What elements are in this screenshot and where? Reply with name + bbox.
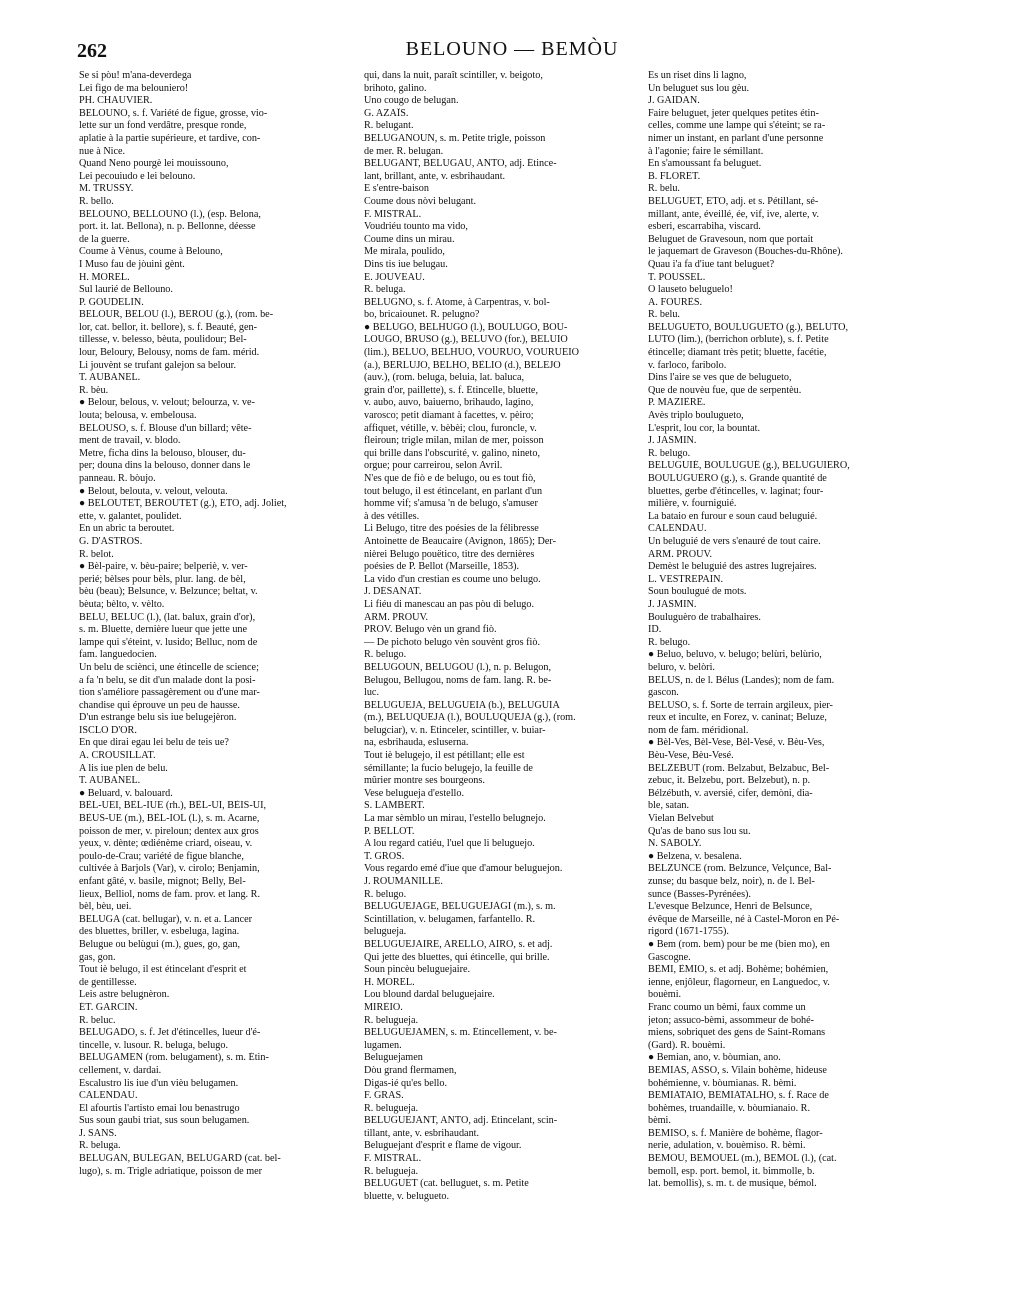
text-line: Coume à Vènus, coume à Belouno, (79, 246, 223, 258)
text-line: Bèu-Vese, Bèu-Vesé. (648, 750, 734, 762)
text-line: tillesse, v. belesso, bèuta, poulidour; Bel- (79, 334, 247, 346)
text-line: T. AUBANEL. (79, 372, 141, 384)
text-line: de gentillesse. (79, 976, 137, 988)
column-left (79, 70, 349, 1178)
text-line: BELUGAN, BULEGAN, BELUGARD (cat. bel- (79, 1153, 281, 1165)
text-line: T. AUBANEL. (79, 775, 141, 787)
text-line: ARM. PROUV. (648, 548, 713, 560)
text-line: tout belugo, il est étincelant, en parlant d'un (364, 485, 543, 497)
text-line: A lis iue plen de belu. (79, 762, 168, 774)
text-line: R. belugo. (364, 888, 407, 900)
text-line: N'es que de fiò e de belugo, ou es tout fiò, (364, 473, 536, 484)
text-line: H. MOREL. (364, 976, 415, 988)
text-line: chandise qui éprouve un peu de hausse. (79, 699, 240, 711)
text-line: Dins l'aire se ves que de belugueto, (648, 372, 792, 384)
text-line: CALENDAU. (79, 1090, 138, 1102)
text-line: tillant, ante, v. esbrihaudant. (364, 1127, 480, 1139)
text-line: ● Bemian, ano, v. bòumian, ano. (648, 1052, 781, 1064)
text-line: BELOUSO, s. f. Blouse d'un billard; vête- (79, 422, 252, 434)
text-line: Coume dins un mirau. (364, 233, 455, 245)
text-line: poésies de P. Bellot (Marseille, 1853). (364, 561, 520, 573)
text-line: Soun pincèu beluguejaire. (364, 964, 471, 976)
text-line: (lim.), BELUO, BELHUO, VOURUO, VOURUEIO (364, 347, 579, 359)
text-line: nom de fam. méridional. (648, 724, 749, 736)
text-line: reux et inculte, en Forez, v. caninat; Beluze, (648, 712, 827, 724)
text-line: F. MISTRAL. (364, 208, 422, 220)
text-line: BELUGAMEN (rom. belugament), s. m. Étin- (79, 1052, 269, 1064)
text-line: BÈMI, ÈMIO, s. et adj. Bohème; bohémien, (648, 964, 829, 976)
text-line: des bluettes, briller, v. esbeluga, lagina. (79, 926, 240, 938)
text-line: Es un riset dins li lagno, (648, 70, 747, 81)
text-line: Belugue ou belùgui (m.), gues, go, gan, (79, 938, 240, 950)
text-line: lat. bemollis), s. m. t. de musique, bémol. (648, 1178, 817, 1190)
text-line: Beluguejamen (364, 1052, 423, 1064)
text-line: milière, v. fourniguié. (648, 498, 737, 510)
text-line: lugo), s. m. Trigle adriatique, poisson de mer (79, 1165, 263, 1177)
text-line: Un beluguet sus lou gèu. (648, 82, 750, 94)
text-line: perié; bèlses pour bèls, plur. lang. de bèl, (79, 573, 246, 585)
text-line: Franc coumo un bèmi, faux comme un (648, 1001, 806, 1013)
text-line: fleiroun; trigle milan, milan de mer, poisson (364, 435, 544, 447)
text-line: Leis astre belugnèron. (79, 989, 170, 1001)
text-line: Li Belugo, titre des poésies de la félibresse (364, 523, 539, 535)
text-line: ARM. PROUV. (364, 611, 429, 623)
text-line: (m.), BELUQUEJA (l.), BOULUQUEJA (g.), (rom. (364, 712, 576, 724)
text-line: ● Belour, belous, v. velout; belourza, v. ve- (79, 397, 255, 409)
text-line: Scintillation, v. belugamen, farfantello. R. (364, 913, 536, 925)
text-line: aplatie à la partie supérieure, et tardive, con- (79, 132, 261, 144)
text-line: Vese belugueja d'estello. (364, 787, 464, 799)
text-line: BELUGNO, s. f. Atome, à Carpentras, v. bol- (364, 296, 550, 308)
text-line: BELZUNCE (rom. Belzunce, Velçunce, Bal- (648, 863, 832, 875)
text-line: Coume dous nòvi belugant. (364, 195, 477, 207)
text-line: Escalustro lis iue d'un vièu belugamen. (79, 1077, 239, 1089)
text-line: R. belugueja. (364, 1165, 419, 1177)
text-line: R. beluga. (79, 1140, 121, 1152)
text-line: esberi, escarrabiha, viscard. (648, 221, 761, 233)
text-line: G. D'ASTROS. (79, 535, 143, 547)
text-line: T. GROS. (364, 850, 405, 862)
text-line: ● BELUGO, BELHUGO (l.), BOULUGO, BOU- (364, 321, 568, 333)
text-line: sémillante; la fucio belugejo, la feuille de (364, 762, 533, 774)
text-line: Bélzébuth, v. aversié, cifer, demòni, dia- (648, 787, 813, 799)
text-line: BELUGANT, BELUGAU, ANTO, adj. Étince- (364, 158, 557, 170)
text-line: louta; belousa, v. embelousa. (79, 410, 197, 422)
text-line: rigord (1671-1755). (648, 926, 729, 938)
text-line: poisson de mer, v. pireloun; dentex aux gros (79, 825, 259, 837)
text-line: B. FLORET. (648, 170, 701, 182)
text-line: A lou regard catiéu, l'uel que li beluguejo. (364, 838, 535, 850)
text-line: Bouluguèro de trabalhaires. (648, 611, 761, 623)
text-line: Li fiéu di manescau an pas pòu di belugo. (364, 598, 535, 610)
text-line: J. GAIDAN. (648, 95, 700, 107)
text-line: LUTO (lim.), (berrichon orblute), s. f. Petite (648, 334, 829, 346)
text-line: Lei pecouiudo e lei belouno. (79, 170, 196, 182)
text-line: lor, cat. bellor, it. bellore), s. f. Beauté, gen- (79, 321, 257, 333)
text-line: R. bello. (79, 195, 114, 207)
text-line: En que dirai egau lei belu de teis ue? (79, 737, 229, 749)
text-line: P. BELLOT. (364, 825, 415, 837)
text-line: I Muso fau de jòuini gènt. (79, 258, 185, 270)
text-line: A. FOURÈS. (648, 296, 703, 308)
text-line: Dòu grand flermamen, (364, 1064, 457, 1076)
text-line: BEMIAS, ASSO, s. Vilain bohème, hideuse (648, 1064, 827, 1076)
text-line: Voudriéu tounto ma vido, (364, 221, 468, 233)
text-line: brihoto, galino. (364, 82, 427, 94)
text-line: R. beluc. (79, 1014, 116, 1026)
page-number: 262 (77, 40, 107, 62)
text-line: BELUGANOUN, s. m. Petite trigle, poisson (364, 132, 546, 144)
text-line: En un abric ta beroutet. (79, 523, 175, 535)
text-line: Metre, ficha dins la belouso, blouser, du- (79, 447, 246, 459)
text-line: BEMISO, s. f. Manière de bohème, flagor- (648, 1127, 823, 1139)
text-line: ÉT. GARCIN. (79, 1001, 138, 1013)
text-line: Se si pòu! m'ana-deverdega (79, 70, 192, 81)
text-line: ble, satan. (648, 800, 690, 812)
text-line: J. SANS. (79, 1127, 117, 1139)
text-line: Quand Neno pourgè lei mouissouno, (79, 158, 229, 170)
column-middle (364, 70, 634, 1203)
text-line: lant, brillant, ante, v. esbrihaudant. (364, 170, 506, 182)
text-line: grain d'or, paillette), s. f. Étincelle, bluette, (364, 384, 538, 396)
text-line: Belugou, Bellugou, noms de fam. lang. R. be- (364, 674, 552, 686)
text-line: belugciar), v. n. Étinceler, scintiller, v. buiar- (364, 724, 546, 736)
text-line: ISCLO D'OR. (79, 724, 137, 736)
text-line: BELUGUETO, BOULUGUETO (g.), BELUTO, (648, 321, 849, 333)
text-line: R. belugo. (364, 649, 407, 661)
text-line: H. MOREL. (79, 271, 130, 283)
text-line: lampe qui s'éteint, v. lusido; Belluc, nom de (79, 636, 258, 648)
text-line: — De pichoto belugo vèn souvènt gros fiò. (364, 636, 540, 648)
text-line: le jaquemart de Graveson (Bouches-du-Rhône). (648, 246, 843, 258)
text-line: de la guerre. (79, 233, 130, 245)
text-line: tincelle, v. lusour. R. beluga, belugo. (79, 1039, 229, 1051)
text-line: bèu (beau); Belsunce, v. Belzunce; beltat, v. (79, 586, 258, 598)
text-line: BEMÒU, BEMOUEL (m.), BEMOL (l.), (cat. (648, 1153, 837, 1165)
text-line: J. DÉSANAT. (364, 586, 422, 598)
text-line: P. MAZIÈRE. (648, 397, 706, 409)
text-line: ● Belzena, v. besalena. (648, 850, 742, 862)
text-line: na, esbrihauda, esluserna. (364, 737, 469, 749)
text-line: Lei fìgo de ma belouniero! (79, 82, 189, 94)
text-line: Beluguejant d'esprit e flame de vigour. (364, 1140, 522, 1152)
text-line: nimer un instant, en parlant d'une personne (648, 132, 824, 144)
text-line: Digas-ié qu'es bello. (364, 1077, 448, 1089)
text-line: La bataio en furour e soun caud beluguié. (648, 510, 818, 522)
text-line: bèuta; bèlto, v. vèlto. (79, 598, 165, 610)
text-line: BELUGADO, s. f. Jet d'étincelles, lueur d'é- (79, 1027, 261, 1039)
text-line: Me mirala, poulido, (364, 246, 445, 258)
text-line: évêque de Marseille, né à Castel-Moron en Pé- (648, 913, 840, 925)
text-line: R. belugo. (648, 636, 691, 648)
text-line: BELUGUEJANT, ANTO, adj. Étincelant, scin- (364, 1115, 558, 1127)
text-line: v. aubo, auvo, baiuerno, brihaudo, lagino, (364, 397, 534, 409)
text-line: bemoll, esp. port. bemol, it. bimmolle, b. (648, 1165, 815, 1177)
text-line: ● Beluo, beluvo, v. belugo; belùri, belùrio, (648, 649, 822, 661)
text-line: ienne, enjôleur, flagorneur, en Languedoc, v. (648, 976, 830, 988)
text-line: BELOUNO, s. f. Variété de figue, grosse, vio- (79, 107, 268, 119)
text-line: ● Beluard, v. balouard. (79, 787, 173, 799)
text-line: O lauseto beluguelo! (648, 284, 733, 296)
text-line: L'evesque Belzunce, Henri de Belsunce, (648, 901, 813, 913)
text-line: BELUGUEJA, BELUGUEIA (b.), BELUGUIA (364, 699, 560, 711)
text-line: port. it. lat. Bellona), n. p. Bellonne, déesse (79, 221, 256, 233)
column-right (648, 70, 918, 1191)
text-line: En s'amoussant fa beluguet. (648, 158, 762, 170)
text-line: J. ROUMANILLE. (364, 876, 443, 887)
text-line: nue à Nice. (79, 145, 126, 157)
text-line: Lou blound dardal beluguejaire. (364, 989, 495, 1001)
text-line: cultivée à Barjols (Var), v. cirolo; Benjamin, (79, 863, 260, 875)
text-line: celles, comme une lampe qui s'éteint; se ra- (648, 120, 826, 132)
text-line: J. JASMIN. (648, 435, 697, 447)
text-line: qui brille dans l'obscurité, v. galino, nineto, (364, 447, 541, 459)
text-line: BELOUNO, BELLOUNO (l.), (esp. Belona, (79, 208, 261, 220)
text-line: bohèmes, truandaille, v. bòumianaio. R. (648, 1102, 811, 1114)
text-line: Un beluguié de vers s'enauré de tout caire. (648, 535, 821, 547)
text-line: Sus soun gaubi triat, sus soun belugamen. (79, 1115, 250, 1127)
text-line: Que de nouvèu fue, que de serpentèu. (648, 384, 802, 396)
text-line: Gascogne. (648, 951, 691, 963)
text-line: ● Bèl-Ves, Bèl-Vese, Bèl-Vesé, v. Bèu-Ves, (648, 737, 825, 749)
text-line: BELUGUET (cat. belluguet, s. m. Petite (364, 1178, 529, 1190)
text-line: J. JASMIN. (648, 598, 697, 610)
text-line: (a.), BERLUJO, BELHO, BÈLIO (d.), BELEJO (364, 359, 561, 371)
text-line: Dins tis iue belugau. (364, 258, 448, 270)
text-line: nerie, adulation, v. bouèmiso. R. bèmi. (648, 1140, 806, 1152)
text-line: bluette, v. belugueto. (364, 1190, 450, 1202)
text-line: Faire beluguet, jeter quelques petites étin- (648, 107, 819, 119)
text-line: per; douna dins la belouso, donner dans le (79, 460, 251, 472)
text-line: R. belugueja. (364, 1102, 419, 1114)
text-line: R. beluga. (364, 284, 406, 296)
text-line: BELUGUIÉ, BOULUGUÉ (g.), BELUGUIERO, (648, 460, 850, 472)
text-line: BOULUGUÈRO (g.), s. Grande quantité de (648, 473, 827, 484)
text-line: La mar sèmblo un mirau, l'estello belugnejo. (364, 813, 546, 825)
text-line: MIRÈIO. (364, 1001, 403, 1013)
text-line: BELUGUEJAMEN, s. m. Étincellement, v. be- (364, 1027, 557, 1039)
text-line: Vous regardo emé d'iue que d'amour beluguejon. (364, 863, 563, 875)
text-line: ette, v. galantet, poulidet. (79, 510, 182, 522)
text-line: beluro, v. belòri. (648, 661, 715, 673)
text-line: bo, bricaiounet. R. pelugno? (364, 309, 480, 321)
text-line: Vielan Belvebut (648, 813, 714, 825)
text-line: fam. languedocien. (79, 649, 157, 661)
text-line: de mer. R. belugan. (364, 145, 444, 157)
text-line: El afourtis l'artisto emai lou benastrugo (79, 1102, 240, 1114)
text-line: R. belugueja. (364, 1014, 419, 1026)
text-line: ● Belout, belouta, v. velout, velouta. (79, 485, 228, 497)
text-line: La vido d'un crestian es coume uno belugo. (364, 573, 541, 585)
text-line: Avès triplo boulugueto, (648, 410, 744, 422)
text-line: BELUGUEJAIRE, ARELLO, AIRO, s. et adj. (364, 938, 553, 950)
text-line: Tout iè belugejo, il est pétillant; elle est (364, 750, 525, 762)
text-line: N. SABOLY. (648, 838, 702, 850)
text-line: cellement, v. dardai. (79, 1064, 162, 1076)
text-line: Quau i'a fa d'iue tant beluguet? (648, 258, 775, 270)
running-head (0, 38, 1024, 61)
text-line: luc. (364, 687, 379, 699)
text-line: R. belugant. (364, 120, 414, 132)
text-line: Antoinette de Beaucaire (Avignon, 1865); Der- (364, 535, 556, 547)
text-line: BÈL-UEI, BÈL-IUE (rh.), BÈL-UI, BÈIS-UI, (79, 800, 267, 812)
text-line: bohémienne, v. bòumianas. R. bèmi. (648, 1077, 797, 1089)
text-line: M. TRUSSY. (79, 183, 134, 195)
text-line: L'esprit, lou cor, la bountat. (648, 422, 761, 434)
text-line: a fa 'n belu, se dit d'un malade dont la posi- (79, 674, 256, 686)
text-line: zunse; du basque belz, noir), n. de l. Bel- (648, 876, 815, 887)
text-line: BELOUR, BELOU (l.), BEROU (g.), (rom. be- (79, 309, 274, 321)
text-line: miens, sobriquet des gens de Saint-Romans (648, 1027, 826, 1039)
text-line: R. bèu. (79, 384, 109, 396)
text-line: BELU, BELUC (l.), (lat. balux, grain d'or), (79, 611, 256, 623)
text-line: Qu'as de bano sus lou su. (648, 825, 751, 837)
text-line: enfant gâté, v. basile, mignot; Belly, Bel- (79, 876, 246, 887)
text-line: ● Bem (rom. bem) pour be me (bien mo), en (648, 938, 830, 950)
running-title: BELOUNO — BEMÒU (405, 38, 619, 60)
text-line: yeux, v. dènte; œdiénème criard, oiseau, v. (79, 838, 253, 850)
text-line: à des vétilles. (364, 510, 420, 522)
text-line: sunce (Basses-Pyrénées). (648, 888, 751, 900)
text-line: lugamen. (364, 1039, 402, 1051)
text-line: millant, ante, éveillé, ée, vif, ive, alerte, v. (648, 208, 820, 220)
text-line: F. GRAS. (364, 1090, 404, 1102)
text-line: BELUGUEJAGE, BELUGUEJÀGI (m.), s. m. (364, 901, 556, 913)
text-line: ● Bèl-paire, v. bèu-paire; belperiè, v. ver- (79, 561, 248, 573)
text-line: A. CROUSILLAT. (79, 750, 156, 762)
text-line: homme vif; s'amusa 'n de belugo, s'amuser (364, 498, 538, 510)
text-line: G. AZAÏS. (364, 107, 409, 119)
text-line: poulo-de-Crau; variété de figue blanche, (79, 850, 244, 862)
text-line: E s'entre-baison (364, 183, 429, 195)
text-line: qui, dans la nuit, paraît scintiller, v. beigoto, (364, 70, 543, 81)
text-line: v. farloco, faribolo. (648, 359, 727, 371)
text-line: ● BELOUTET, BEROUTET (g.), ETO, adj. Joliet, (79, 498, 287, 510)
text-line: s. m. Bluette, dernière lueur que jette une (79, 624, 248, 636)
text-line: nièrei Belugo pouëtico, titre des dernières (364, 548, 535, 560)
text-line: T. POUSSEL. (648, 271, 706, 283)
text-line: mûrier montre ses bourgeons. (364, 775, 485, 787)
text-line: BELUGUET, ETO, adj. et s. Pétillant, sé- (648, 195, 819, 207)
text-line: Uno cougo de belugan. (364, 95, 459, 107)
text-line: étincelle; diamant très petit; bluette, facétie, (648, 347, 827, 359)
text-line: BELUS, n. de l. Bélus (Landes); nom de fam. (648, 674, 835, 686)
text-line: BELUSO, s. f. Sorte de terrain argileux, pier- (648, 699, 833, 711)
text-line: R. belugo. (648, 447, 691, 459)
text-line: PROV. Belugo vèn un grand fiò. (364, 624, 497, 636)
text-line: Tout iè belugo, il est étincelant d'esprit et (79, 964, 247, 976)
text-line: E. JOUVEAU. (364, 271, 425, 283)
text-line: Demèst le beluguié des astres lugrejaires. (648, 561, 817, 573)
text-line: gascon. (648, 687, 679, 699)
text-line: BELZEBUT (rom. Belzabut, Belzabuc, Bel- (648, 762, 830, 774)
text-line: belugueja. (364, 926, 407, 938)
text-line: Li jouvènt se trufant galejon sa belour. (79, 359, 237, 371)
text-line: P. GOUDELIN. (79, 296, 144, 308)
text-line: R. belu. (648, 183, 680, 195)
text-line: CALENDAU. (648, 523, 707, 535)
text-line: lette sur un fond verdâtre, presque ronde, (79, 120, 247, 132)
text-line: ment de travail, v. blodo. (79, 435, 181, 447)
text-line: Un belu de sciènci, une étincelle de science; (79, 661, 259, 673)
text-line: lieux, Belliol, noms de fam. prov. et lang. R. (79, 888, 260, 900)
text-line: bouèmi. (648, 989, 682, 1001)
text-line: tion s'améliore passagèrement ou d'une mar- (79, 687, 260, 699)
text-line: Qui jette des bluettes, qui étincelle, qui brille. (364, 951, 550, 963)
text-line: R. belu. (648, 309, 680, 321)
text-line: Soun boulugué de mots. (648, 586, 747, 598)
text-line: PH. CHAUVIER. (79, 95, 153, 107)
text-line: bluettes, gerbe d'étincelles, v. laginat; four- (648, 485, 824, 497)
text-line: L. VESTREPAIN. (648, 573, 724, 585)
text-line: LOUGO, BRUSO (g.), BELUVO (for.), BELUIO (364, 334, 568, 346)
text-line: bèmi. (648, 1115, 671, 1127)
text-line: BELUGOUN, BELUGOU (l.), n. p. Belugon, (364, 661, 552, 673)
text-line: F. MISTRAL. (364, 1153, 422, 1165)
text-line: S. LAMBERT. (364, 800, 425, 812)
text-line: BEMIATAIO, BEMIATALHO, s. f. Race de (648, 1090, 829, 1102)
text-line: BELUGA (cat. bellugar), v. n. et a. Lancer (79, 913, 253, 925)
text-line: BÈUS-UE (m.), BÈL-IOL (l.), s. m. Acarne, (79, 813, 260, 825)
text-line: zebuc, it. Belzebu, port. Belzebut), n. p. (648, 775, 811, 787)
text-line: ID. (648, 624, 662, 636)
text-line: (Gard). R. bouèmi. (648, 1039, 726, 1051)
text-line: Beluguet de Gravesoun, nom que portait (648, 233, 814, 245)
text-line: lour, Beloury, Belousy, noms de fam. mérid. (79, 347, 260, 359)
text-line: varosco; petit diamant à facettes, v. pèiro; (364, 410, 534, 422)
text-line: orgue; pour carreirou, selon Avril. (364, 460, 503, 472)
text-line: D'un estrange belu sis iue belugejèron. (79, 712, 237, 724)
text-line: panneau. R. bòujo. (79, 473, 156, 484)
text-line: bèl, bèu, uei. (79, 901, 132, 913)
text-line: jeton; assuco-bèmi, assommeur de bohé- (648, 1014, 815, 1026)
text-line: (auv.), (rom. beluga, beluia, lat. baluca, (364, 372, 525, 384)
text-line: affiquet, vétille, v. bèbèi; clou, furoncle, v. (364, 422, 537, 434)
text-line: gas, gon. (79, 951, 116, 963)
text-line: R. belot. (79, 548, 114, 560)
text-line: à l'agonie; faire le sémillant. (648, 145, 764, 157)
text-line: Sul laurié de Bellouno. (79, 284, 173, 296)
